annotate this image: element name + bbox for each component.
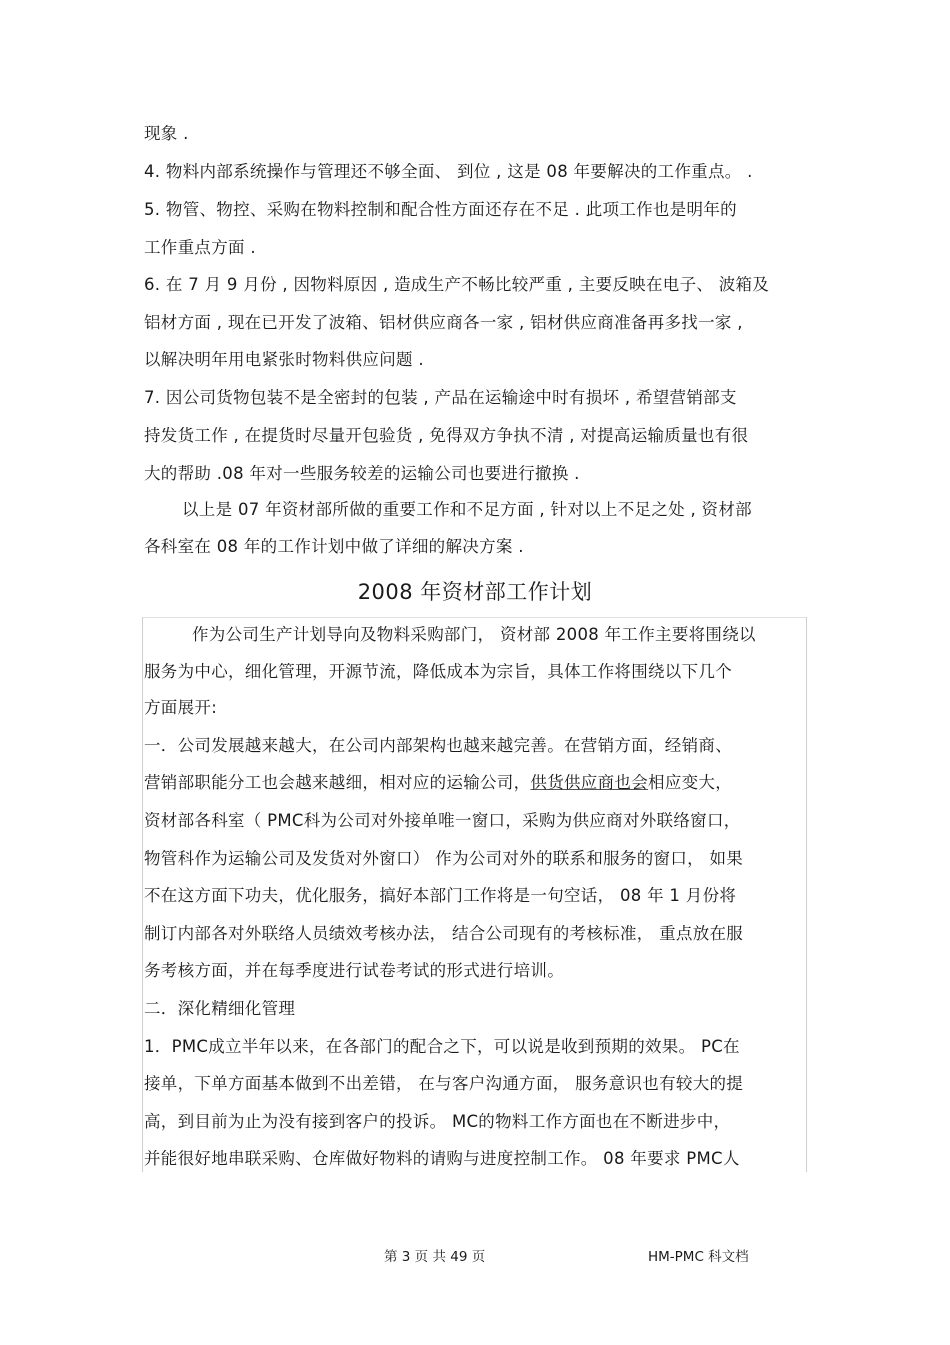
plan-part1-line: 制订内部各对外联络人员绩效考核办法， 结合公司现有的考核标准， 重点放在服 <box>144 924 744 943</box>
summary-line: 6. 在 7 月 9 月份 , 因物料原因 , 造成生产不畅比较严重 , 主要反映在电子、 波箱及 <box>144 275 770 294</box>
summary-line: 4. 物料内部系统操作与管理还不够全面、 到位 , 这是 08 年要解决的工作重点。 . <box>144 162 753 181</box>
summary-line: 现象 . <box>144 124 189 143</box>
page-number: 第 3 页 共 49 页 <box>384 1249 486 1265</box>
plan-part2-line: 高，到目前为止为没有接到客户的投诉。 MC的物料工作方面也在不断进步中， <box>144 1112 731 1131</box>
plan-part2-heading: 二．深化精细化管理 <box>144 999 296 1018</box>
document-label: HM-PMC 科文档 <box>648 1249 749 1265</box>
summary-line: 铝材方面 , 现在已开发了波箱、铝材供应商各一家 , 铝材供应商准备再多找一家 , <box>144 313 743 332</box>
summary-line: 各科室在 08 年的工作计划中做了详细的解决方案 . <box>144 537 524 556</box>
plan-part1-line: 一．公司发展越来越大，在公司内部架构也越来越完善。在营销方面，经销商、 <box>144 736 732 755</box>
plan-part1-line: 资材部各科室（ PMC科为公司对外接单唯一窗口，采购为供应商对外联络窗口， <box>144 811 741 830</box>
plan-part1-line: 务考核方面，并在每季度进行试卷考试的形式进行培训。 <box>144 961 564 980</box>
plan-intro-line: 作为公司生产计划导向及物料采购部门， 资材部 2008 年工作主要将围绕以 <box>192 625 756 644</box>
summary-line: 大的帮助 .08 年对一些服务较差的运输公司也要进行撤换 . <box>144 464 580 483</box>
summary-line: 5. 物管、物控、采购在物料控制和配合性方面还存在不足 . 此项工作也是明年的 <box>144 200 737 219</box>
summary-line: 以上是 07 年资材部所做的重要工作和不足方面 , 针对以上不足之处 , 资材部 <box>182 500 752 519</box>
plan-part1-text: 营销部职能分工也会越来越细，相对应的运输公司， <box>144 773 531 792</box>
plan-intro-line: 方面展开: <box>144 698 218 717</box>
plan-intro-line: 服务为中心，细化管理，开源节流，降低成本为宗旨，具体工作将围绕以下几个 <box>144 662 732 681</box>
plan-part2-line: 并能很好地串联采购、仓库做好物料的请购与进度控制工作。 08 年要求 PMC人 <box>144 1149 740 1168</box>
supplier-underlined-text: 供货供应商也会 <box>530 773 649 792</box>
summary-line: 工作重点方面 . <box>144 238 256 257</box>
plan-part1-line: 不在这方面下功夫，优化服务，搞好本部门工作将是一句空话， 08 年 1 月份将 <box>144 886 737 905</box>
plan-part1-text: 相应变大， <box>648 773 733 792</box>
plan-part1-line: 物管科作为运输公司及发货对外窗口） 作为公司对外的联系和服务的窗口， 如果 <box>144 849 744 868</box>
summary-line: 7. 因公司货物包装不是全密封的包装 , 产品在运输途中时有损坏 , 希望营销部支 <box>144 388 737 407</box>
plan-part2-line: 1．PMC成立半年以来，在各部门的配合之下，可以说是收到预期的效果。 PC在 <box>144 1037 740 1056</box>
section-title: 2008 年资材部工作计划 <box>357 580 593 604</box>
plan-part1-line <box>144 766 808 800</box>
plan-part2-line: 接单，下单方面基本做到不出差错， 在与客户沟通方面， 服务意识也有较大的提 <box>144 1074 744 1093</box>
frame-border-left <box>142 617 143 1172</box>
summary-line: 持发货工作 , 在提货时尽量开包验货 , 免得双方争执不清 , 对提高运输质量也有很 <box>144 426 749 445</box>
summary-line: 以解决明年用电紧张时物料供应问题 . <box>144 350 424 369</box>
